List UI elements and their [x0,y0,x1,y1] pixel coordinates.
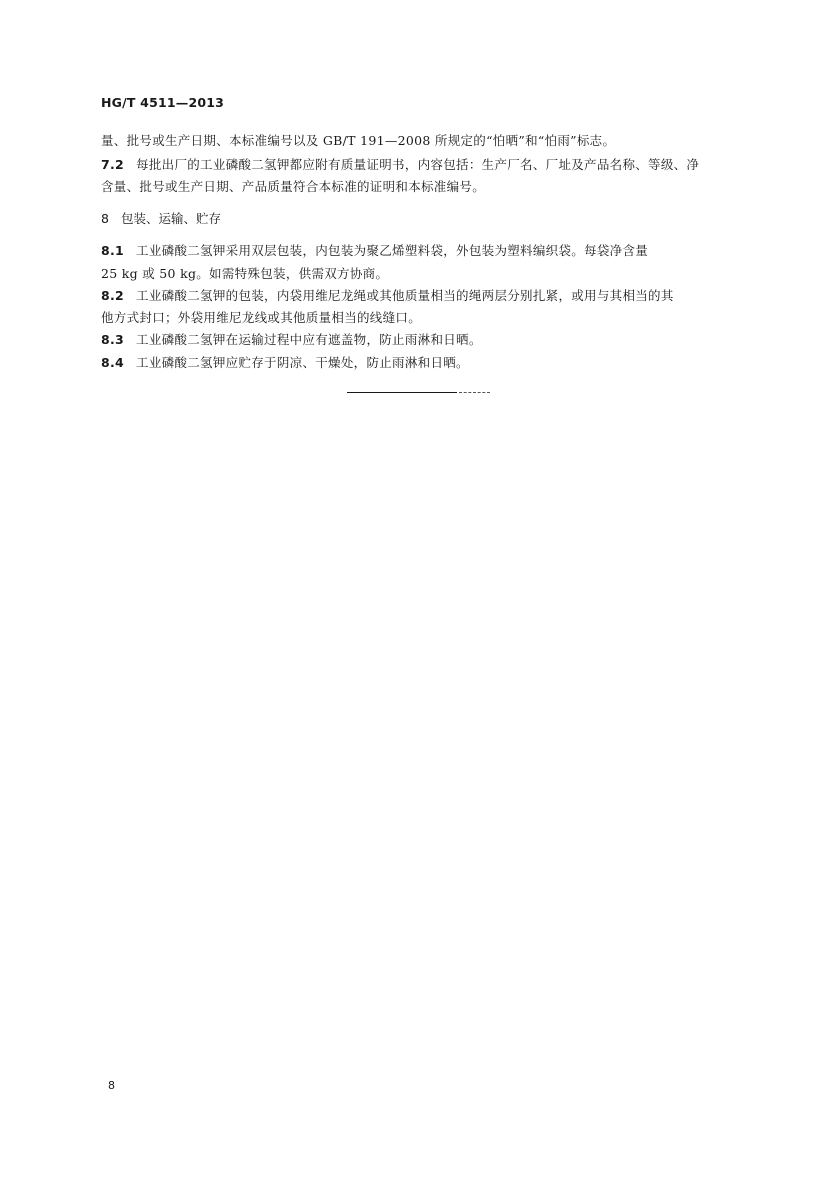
section-8-1-line-1 [101,241,648,259]
section-text: 工业磷酸二氢钾在运输过程中应有遮盖物，防止雨淋和日晒。 [136,332,482,347]
section-8-2-line-1 [101,286,674,304]
section-title: 包装、运输、贮存 [120,211,221,226]
section-8-4 [101,353,469,371]
section-7-1-continuation: 量、批号或生产日期、本标准编号以及 GB/T 191—2008 所规定的“怕晒”和“怕雨”标志。 [101,133,616,148]
section-8-2-line-2: 他方式封口；外袋用维尼龙线或其他质量相当的线缝口。 [101,310,422,325]
end-of-document-rule-tail [459,392,490,393]
section-text: 每批出厂的工业磷酸二氢钾都应附有质量证明书，内容包括：生产厂名、厂址及产品名称、等级、净 [136,157,700,172]
end-of-document-rule [347,392,457,393]
section-7-2-line-1 [101,155,699,173]
section-number: 8.1 [101,243,125,258]
section-8-heading [101,209,221,227]
section-text: 工业磷酸二氢钾应贮存于阴凉、干燥处，防止雨淋和日晒。 [136,355,469,370]
section-number: 8.4 [101,355,125,370]
section-number: 8.3 [101,332,125,347]
page-number: 8 [108,1079,115,1092]
section-text: 工业磷酸二氢钾采用双层包装，内包装为聚乙烯塑料袋，外包装为塑料编织袋。每袋净含量 [136,243,649,258]
section-number: 8 [101,211,109,226]
section-text: 工业磷酸二氢钾的包装，内袋用维尼龙绳或其他质量相当的绳两层分别扎紧，或用与其相当的其 [136,288,674,303]
section-number: 7.2 [101,157,125,172]
section-number: 8.2 [101,288,125,303]
section-8-1-line-2: 25 kg 或 50 kg。如需特殊包装，供需双方协商。 [101,266,389,281]
section-8-3 [101,330,482,348]
standard-code-header: HG/T 4511—2013 [101,95,225,110]
section-7-2-line-2: 含量、批号或生产日期、产品质量符合本标准的证明和本标准编号。 [101,179,486,194]
